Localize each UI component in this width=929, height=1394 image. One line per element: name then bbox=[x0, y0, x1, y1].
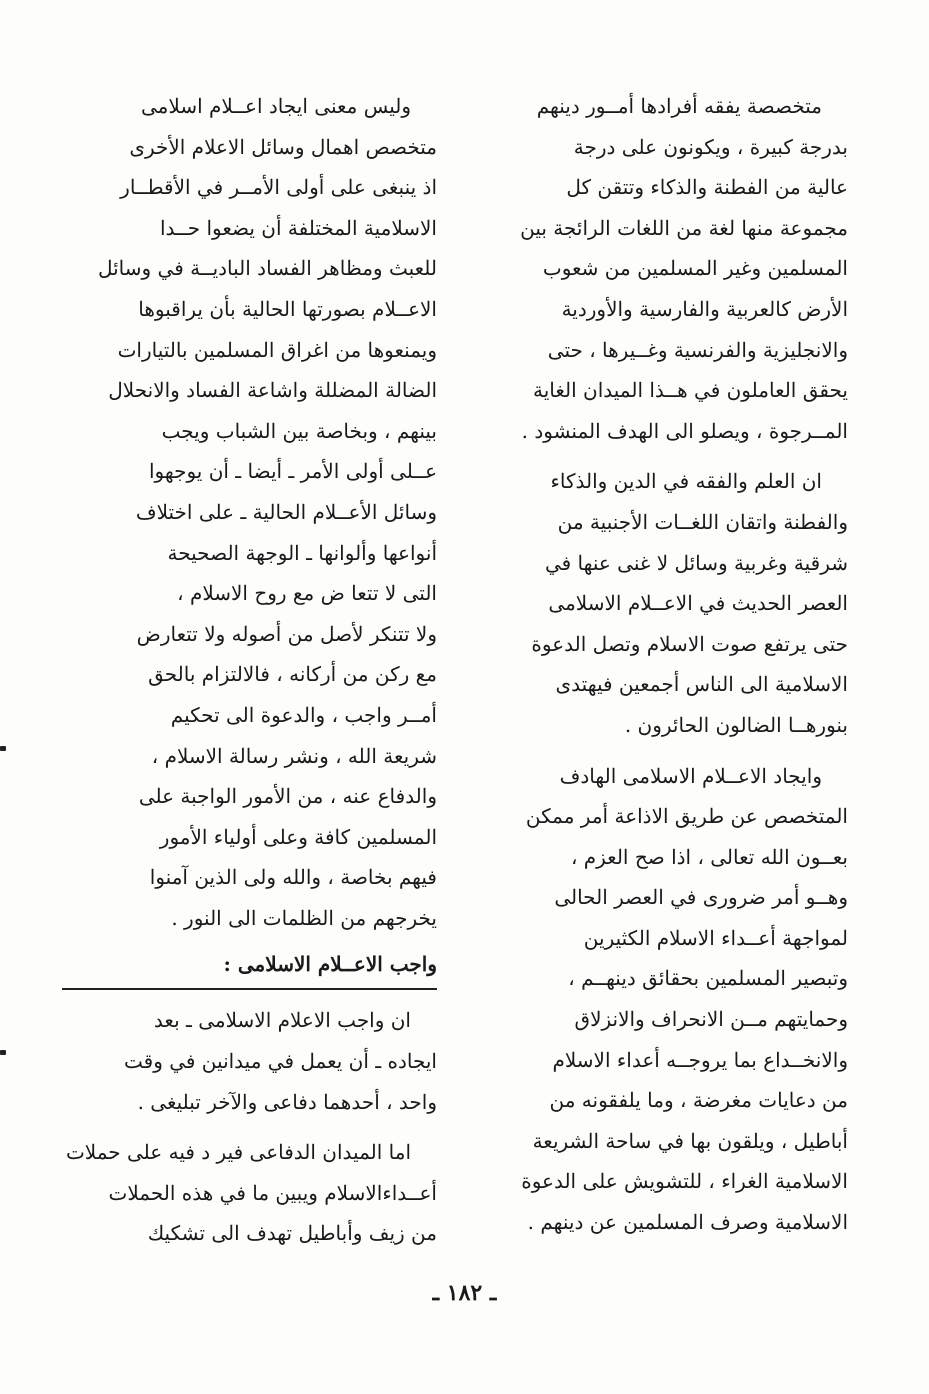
right-paragraph-2: ان العلم والفقه في الدين والذكاء والفطنة واتقان اللغــات الأجنبية من شرقية وغربية وسائل لا غنى عنها في العصر الحديث في الاعــلام الاسلامى حتى يرتفع صوت الاسلام وتصل الدعوة الاسلامية الى الناس أجمعين فيهتدى بنورهــا الضالون الحائرون . bbox=[531, 469, 848, 737]
margin-mark-lower bbox=[0, 1050, 6, 1055]
right-paragraph-1: متخصصة يفقه أفرادها أمــور دينهم بدرجة كبيرة ، ويكونون على درجة عالية من الفطنة والذكاء وتتقن كل مجموعة منها لغة من اللغات الرائجة بين المسلمين وغير المسلمين من شعوب الأرض كالعربية والفارسية والأوردية والانجليزية والفرنسية وغــيرها ، حتى يحقق العاملون في هــذا الميدان الغاية المــرجوة ، ويصلو الى الهدف المنشود . bbox=[520, 94, 848, 443]
section-heading: واجب الاعــلام الاسلامى : bbox=[223, 952, 437, 977]
right-column bbox=[488, 86, 848, 1243]
margin-mark-upper bbox=[0, 746, 6, 751]
right-paragraph-3: وايجاد الاعــلام الاسلامى الهادف المتخصص عن طريق الاذاعة أمر ممكن بعــون الله تعالى ، اذا صح العزم ، وهــو أمر ضرورى في العصر الحالى لمواجهة أعــداء الاسلام الكثيرين وتبصير المسلمين بحقائق دينهــم ، وحمايتهم مــن الانحراف والانزلاق والانخــداع بما يروجــه أعداء الاسلام من دعايات مغرضة ، وما يلفقونه من أباطيل ، ويلقون بها في ساحة الشريعة الاسلامية الغراء ، للتشويش على الدعوة الاسلامية وصرف المسلمين عن دينهم . bbox=[521, 763, 848, 1235]
left-paragraph-2: ان واجب الاعلام الاسلامى ـ بعد ايجاده ـ أن يعمل في ميدانين في وقت واحد ، أحدهما دفاعى والآخر تبليغى . bbox=[124, 1008, 437, 1114]
page-number: ـ ١٨٢ ـ bbox=[432, 1280, 497, 1306]
left-column bbox=[62, 86, 437, 1254]
heading-underline bbox=[62, 988, 437, 990]
left-paragraph-3: اما الميدان الدفاعى فير د فيه على حملات أعــداءالاسلام ويبين ما في هذه الحملات من زيف وأباطيل تهدف الى تشكيك bbox=[65, 1140, 437, 1246]
left-paragraph-1: وليس معنى ايجاد اعــلام اسلامى متخصص اهمال وسائل الاعلام الأخرى اذ ينبغى على أولى الأمــر في الأقطــار الاسلامية المختلفة أن يضعوا حــدا للعبث ومظاهر الفساد الباديــة في وسائل الاعــلام بصورتها الحالية بأن يراقبوها ويمنعوها من اغراق المسلمين بالتيارات الضالة المضللة واشاعة الفساد والانحلال بينهم ، وبخاصة بين الشباب ويجب عــلى أولى الأمر ـ أيضا ـ أن يوجهوا وسائل الأعــلام الحالية ـ على اختلاف أنواعها وألوانها ـ الوجهة الصحيحة التى لا تتعا ض مع روح الاسلام ، ولا تتنكر لأصل من أصوله ولا تتعارض مع ركن من أركانه ، فالالتزام بالحق أمــر واجب ، والدعوة الى تحكيم شريعة الله ، ونشر رسالة الاسلام ، والدفاع عنه ، من الأمور الواجبة على المسلمين كافة وعلى أولياء الأمور فيهم بخاصة ، والله ولى الذين آمنوا يخرجهم من الظلمات الى النور . bbox=[97, 94, 437, 930]
